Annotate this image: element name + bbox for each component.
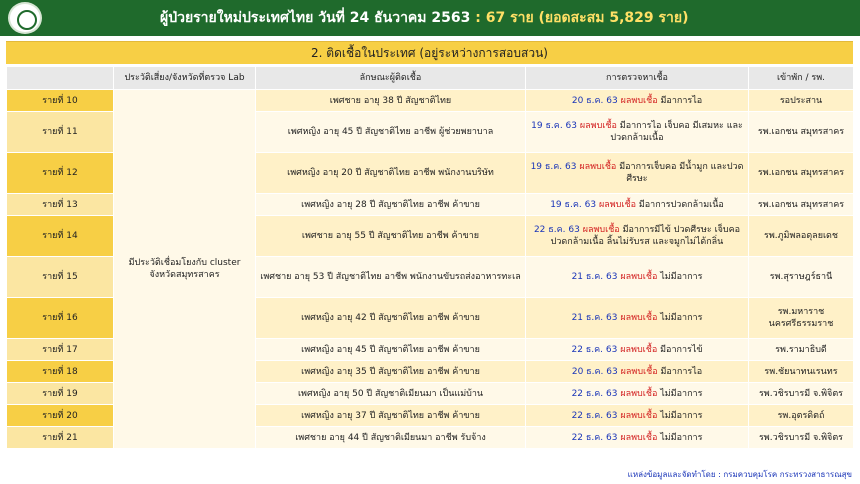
test-date: 19 ธ.ค. 63 bbox=[530, 162, 577, 172]
risk-history: มีประวัติเชื่อมโยงกับ cluster จังหวัดสมุทรสาคร bbox=[114, 90, 256, 449]
test-date: 22 ธ.ค. 63 bbox=[571, 388, 618, 399]
case-number: รายที่ 11 bbox=[7, 112, 114, 153]
symptoms: มีอาการไข้ bbox=[657, 344, 703, 355]
symptoms: มีอาการเจ็บคอ มีน้ำมูก และปวดศีรษะ bbox=[616, 162, 744, 184]
symptoms: ไม่มีอาการ bbox=[657, 272, 703, 282]
test-date: 22 ธ.ค. 63 bbox=[571, 432, 618, 443]
test-result bbox=[526, 383, 749, 405]
case-number: รายที่ 19 bbox=[7, 383, 114, 405]
symptoms: ไม่มีอาการ bbox=[657, 388, 703, 399]
patient-info: เพศหญิง อายุ 45 ปี สัญชาติไทย อาชีพ ค้าขาย bbox=[256, 339, 526, 361]
test-result bbox=[526, 90, 749, 112]
test-result bbox=[526, 216, 749, 257]
case-number: รายที่ 18 bbox=[7, 361, 114, 383]
positive-label: ผลพบเชื้อ bbox=[620, 95, 658, 106]
hospital: รพ.เอกชน สมุทรสาคร bbox=[749, 112, 854, 153]
patient-info: เพศชาย อายุ 55 ปี สัญชาติไทย อาชีพ ค้าขาย bbox=[256, 216, 526, 257]
title-stat: : 67 ราย (ยอดสะสม 5,829 ราย) bbox=[470, 10, 689, 26]
header-bar bbox=[0, 0, 860, 36]
positive-label: ผลพบเชื้อ bbox=[579, 162, 617, 172]
case-number: รายที่ 16 bbox=[7, 298, 114, 339]
patient-info: เพศหญิง อายุ 20 ปี สัญชาติไทย อาชีพ พนักงานบริษัท bbox=[256, 153, 526, 194]
patient-info: เพศหญิง อายุ 28 ปี สัญชาติไทย อาชีพ ค้าขาย bbox=[256, 194, 526, 216]
test-result bbox=[526, 194, 749, 216]
case-number: รายที่ 12 bbox=[7, 153, 114, 194]
symptoms: มีอาการไอ เจ็บคอ มีเสมหะ และปวดกล้ามเนื้อ bbox=[610, 121, 743, 143]
patient-info: เพศหญิง อายุ 35 ปี สัญชาติไทย อาชีพ ค้าขาย bbox=[256, 361, 526, 383]
hospital: รอประสาน bbox=[749, 90, 854, 112]
positive-label: ผลพบเชื้อ bbox=[582, 225, 620, 235]
case-number: รายที่ 21 bbox=[7, 427, 114, 449]
table-row bbox=[7, 90, 854, 112]
patient-info: เพศหญิง อายุ 42 ปี สัญชาติไทย อาชีพ ค้าขาย bbox=[256, 298, 526, 339]
symptoms: มีอาการมีไข้ ปวดศีรษะ เจ็บคอ ปวดกล้ามเนื้อ ลิ้นไม่รับรส และจมูกไม่ได้กลิ่น bbox=[550, 225, 741, 247]
source-note: แหล่งข้อมูลและจัดทำโดย : กรมควบคุมโรค กระทรวงสาธารณสุข bbox=[627, 470, 852, 479]
test-result bbox=[526, 112, 749, 153]
table-header-row bbox=[7, 67, 854, 90]
title-main: ผู้ป่วยรายใหม่ประเทศไทย วันที่ 24 ธันวาคม 2563 bbox=[160, 10, 471, 26]
test-date: 20 ธ.ค. 63 bbox=[571, 95, 618, 106]
patient-info: เพศหญิง อายุ 50 ปี สัญชาติเมียนมา เป็นแม่บ้าน bbox=[256, 383, 526, 405]
header-hospital: เข้าพัก / รพ. bbox=[749, 67, 854, 90]
test-result bbox=[526, 298, 749, 339]
header-case bbox=[7, 67, 114, 90]
symptoms: มีอาการไอ bbox=[657, 366, 703, 377]
case-number: รายที่ 13 bbox=[7, 194, 114, 216]
section-title: 2. ติดเชื้อในประเทศ (อยู่ระหว่างการสอบสวน) bbox=[6, 41, 853, 64]
test-result bbox=[526, 405, 749, 427]
test-date: 22 ธ.ค. 63 bbox=[571, 410, 618, 421]
positive-label: ผลพบเชื้อ bbox=[620, 388, 658, 399]
test-date: 21 ธ.ค. 63 bbox=[571, 272, 618, 282]
test-result bbox=[526, 427, 749, 449]
positive-label: ผลพบเชื้อ bbox=[598, 199, 636, 210]
patient-info: เพศหญิง อายุ 37 ปี สัญชาติไทย อาชีพ ค้าขาย bbox=[256, 405, 526, 427]
hospital: รพ.รามาธิบดี bbox=[749, 339, 854, 361]
header-info: ลักษณะผู้ติดเชื้อ bbox=[256, 67, 526, 90]
test-result bbox=[526, 361, 749, 383]
hospital: รพ.อุตรดิตถ์ bbox=[749, 405, 854, 427]
patient-info: เพศชาย อายุ 38 ปี สัญชาติไทย bbox=[256, 90, 526, 112]
hospital: รพ.ภูมิพลอดุลยเดช bbox=[749, 216, 854, 257]
hospital: รพ.เอกชน สมุทรสาคร bbox=[749, 194, 854, 216]
header-test: การตรวจหาเชื้อ bbox=[526, 67, 749, 90]
patient-info: เพศชาย อายุ 44 ปี สัญชาติเมียนมา อาชีพ รับจ้าง bbox=[256, 427, 526, 449]
positive-label: ผลพบเชื้อ bbox=[620, 432, 658, 443]
case-number: รายที่ 17 bbox=[7, 339, 114, 361]
patient-info: เพศชาย อายุ 53 ปี สัญชาติไทย อาชีพ พนักงานขับรถส่งอาหารทะเล bbox=[256, 257, 526, 298]
hospital: รพ.มหาราช นครศรีธรรมราช bbox=[749, 298, 854, 339]
patient-info: เพศหญิง อายุ 45 ปี สัญชาติไทย อาชีพ ผู้ช่วยพยาบาล bbox=[256, 112, 526, 153]
hospital: รพ.สุราษฎร์ธานี bbox=[749, 257, 854, 298]
ministry-logo bbox=[8, 2, 42, 34]
symptoms: ไม่มีอาการ bbox=[657, 410, 703, 421]
positive-label: ผลพบเชื้อ bbox=[620, 313, 658, 323]
case-number: รายที่ 10 bbox=[7, 90, 114, 112]
case-number: รายที่ 20 bbox=[7, 405, 114, 427]
test-date: 19 ธ.ค. 63 bbox=[550, 199, 597, 210]
case-number: รายที่ 15 bbox=[7, 257, 114, 298]
symptoms: ไม่มีอาการ bbox=[657, 432, 703, 443]
symptoms: ไม่มีอาการ bbox=[657, 313, 703, 323]
cases-table bbox=[6, 66, 854, 449]
test-date: 22 ธ.ค. 63 bbox=[533, 225, 580, 235]
test-date: 21 ธ.ค. 63 bbox=[571, 313, 618, 323]
test-result bbox=[526, 153, 749, 194]
case-number: รายที่ 14 bbox=[7, 216, 114, 257]
positive-label: ผลพบเชื้อ bbox=[620, 272, 658, 282]
header-risk: ประวัติเสี่ยง/จังหวัดที่ตรวจ Lab bbox=[114, 67, 256, 90]
positive-label: ผลพบเชื้อ bbox=[620, 344, 658, 355]
test-result bbox=[526, 257, 749, 298]
test-date: 22 ธ.ค. 63 bbox=[571, 344, 618, 355]
positive-label: ผลพบเชื้อ bbox=[620, 366, 658, 377]
test-date: 20 ธ.ค. 63 bbox=[571, 366, 618, 377]
symptoms: มีอาการปวดกล้ามเนื้อ bbox=[635, 199, 724, 210]
symptoms: มีอาการไอ bbox=[657, 95, 703, 106]
hospital: รพ.เอกชน สมุทรสาคร bbox=[749, 153, 854, 194]
test-result bbox=[526, 339, 749, 361]
positive-label: ผลพบเชื้อ bbox=[579, 121, 617, 131]
hospital: รพ.วชิรบารมี จ.พิจิตร bbox=[749, 383, 854, 405]
test-date: 19 ธ.ค. 63 bbox=[531, 121, 577, 131]
page-title bbox=[160, 0, 800, 36]
hospital: รพ.วชิรบารมี จ.พิจิตร bbox=[749, 427, 854, 449]
positive-label: ผลพบเชื้อ bbox=[620, 410, 658, 421]
hospital: รพ.ชัยนาทนเรนทร bbox=[749, 361, 854, 383]
